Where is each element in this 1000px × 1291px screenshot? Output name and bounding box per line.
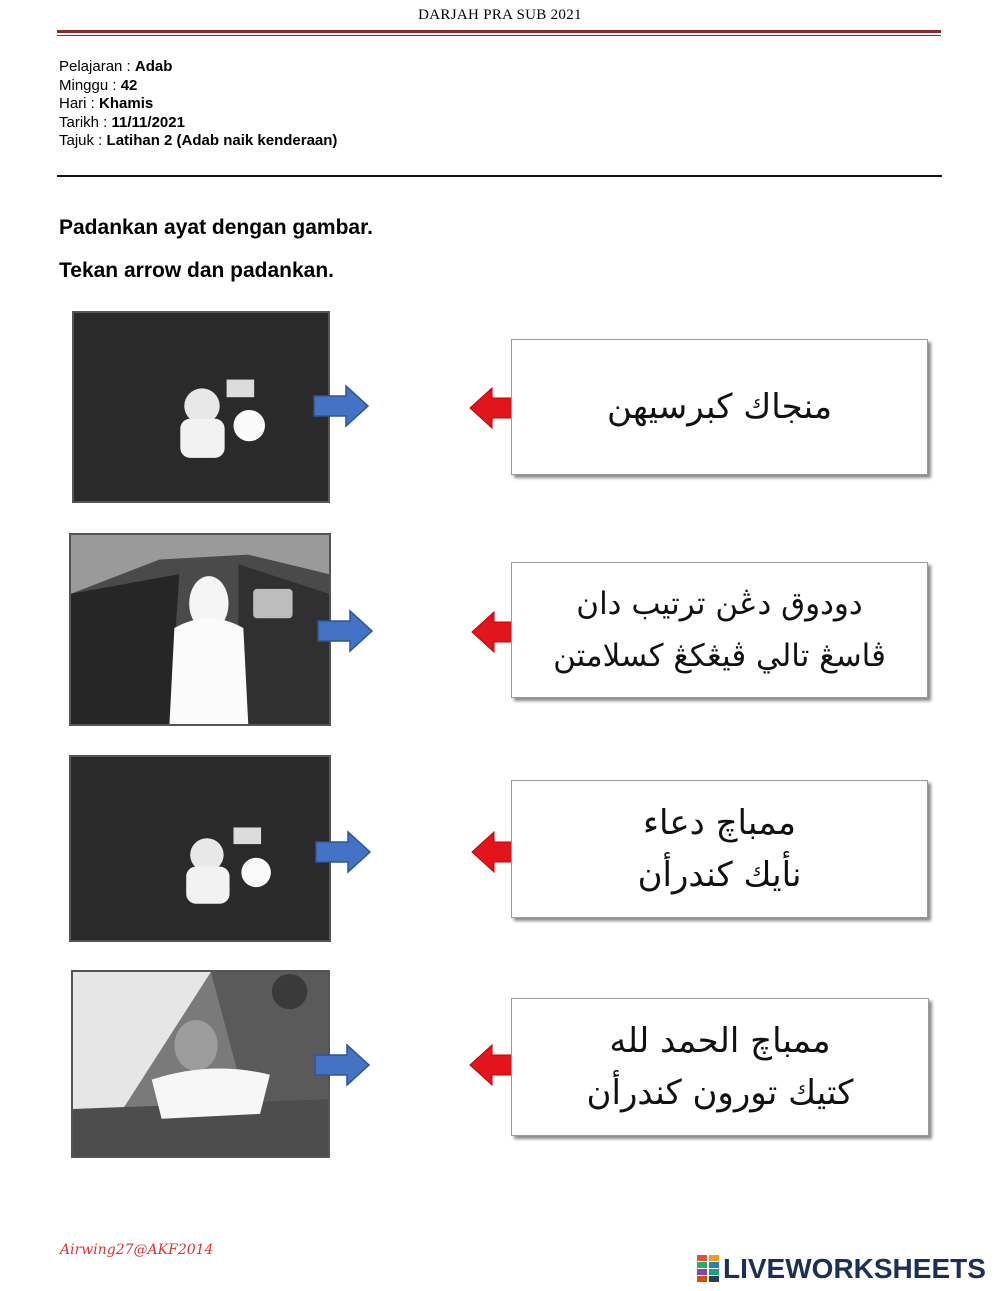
meta-day: Hari : Khamis — [59, 95, 154, 112]
card-line: كتيك تورون كندرأن — [586, 1073, 854, 1113]
photo-child-praying-by-car — [69, 533, 331, 726]
meta-lesson: Pelajaran : Adab — [59, 58, 173, 75]
jawi-card-3 — [511, 780, 928, 918]
photo-child-in-car-seat — [72, 311, 330, 503]
card-line: دودوق دڠن ترتيب دان — [576, 586, 863, 622]
card-line: منجاك كبرسيهن — [606, 387, 833, 427]
page-header-title: DARJAH PRA SUB 2021 — [418, 7, 582, 23]
logo-text: LIVEWORKSHEETS — [723, 1253, 986, 1284]
jawi-card-1 — [511, 339, 928, 475]
instruction-line-1: Padankan ayat dengan gambar. — [59, 216, 373, 239]
card-line: نأيك كندرأن — [637, 855, 802, 895]
photo-child-seated-in-car — [69, 755, 331, 942]
meta-week: Minggu : 42 — [59, 76, 138, 94]
meta-topic: Tajuk : Latihan 2 (Adab naik kenderaan) — [59, 132, 338, 149]
blue-arrow-right-icon[interactable] — [314, 830, 372, 874]
card-line: ڤاسڠ تالي ڤيڠكڠ كسلامتن — [553, 638, 886, 674]
card-line: ممباچ دعاء — [642, 803, 797, 843]
header-rule — [57, 30, 941, 33]
blue-arrow-right-icon[interactable] — [313, 1043, 371, 1087]
jawi-card-2 — [511, 562, 928, 698]
card-line: ممباچ الحمد لله — [609, 1021, 831, 1061]
blue-arrow-right-icon[interactable] — [316, 609, 374, 653]
blue-arrow-right-icon[interactable] — [312, 384, 370, 428]
instruction-line-2: Tekan arrow dan padankan. — [59, 259, 335, 282]
section-divider — [57, 175, 942, 177]
header-rule-thin — [57, 35, 941, 36]
photo-child-exiting-car — [71, 970, 330, 1158]
footer-credit: Airwing27@AKF2014 — [60, 1242, 214, 1258]
liveworksheets-logo-icon — [697, 1255, 719, 1283]
jawi-card-4 — [511, 998, 929, 1136]
meta-date: Tarikh : 11/11/2021 — [59, 113, 185, 131]
liveworksheets-logo — [697, 1253, 986, 1285]
lesson-meta — [59, 58, 337, 151]
